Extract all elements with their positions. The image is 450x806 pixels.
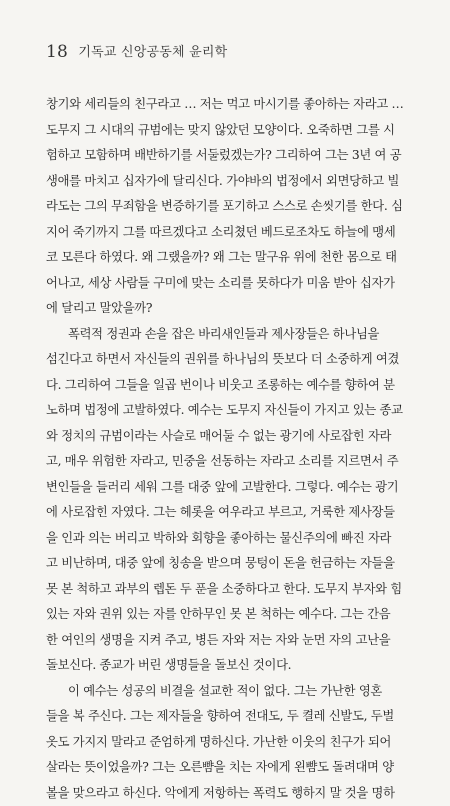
- running-head: [46, 41, 227, 62]
- text-line: 어나고, 세상 사람들 구미에 맞는 소리를 못하다가 미움 받아 십자가: [46, 271, 418, 297]
- text-line: 와 정치의 규범이라는 사슬로 매어둘 수 없는 광기에 사로잡힌 자라: [46, 424, 418, 450]
- text-line: 창기와 세리들의 친구라고 … 저는 먹고 마시기를 좋아하는 자라고 …: [46, 92, 418, 118]
- text-line: 한 여인의 생명을 지켜 주고, 병든 자와 저는 자와 눈먼 자의 고난을: [46, 628, 418, 654]
- text-line: 에 사로잡힌 자였다. 그는 헤롯을 여우라고 부르고, 거룩한 제사장들: [46, 500, 418, 526]
- text-line: 변인들을 들러리 세워 그를 대중 앞에 고발한다. 그렇다. 예수는 광기: [46, 475, 418, 501]
- text-line: 노하며 법정에 고발하였다. 예수는 도무지 자신들이 가지고 있는 종교: [46, 398, 418, 424]
- text-line: 못 본 척하고 과부의 렙돈 두 푼을 소중하다고 한다. 도무지 부자와 힘: [46, 577, 418, 603]
- text-line: 도무지 그 시대의 규범에는 맞지 않았던 모양이다. 오죽하면 그를 시: [46, 118, 418, 144]
- book-title: 기독교 신앙공동체 윤리학: [78, 45, 227, 60]
- text-line: 고 비난하며, 대중 앞에 칭송을 받으며 뭉텅이 돈을 헌금하는 자들을: [46, 551, 418, 577]
- text-line: 살라는 뜻이었을까? 그는 오른뺨을 치는 자에게 왼뺨도 돌려대며 양: [46, 755, 418, 781]
- page-number: 18: [46, 42, 68, 62]
- text-line: 볼을 맞으라고 하신다. 악에게 저항하는 폭력도 행하지 말 것을 명하: [46, 781, 418, 806]
- text-line: 험하고 모함하며 배반하기를 서둘렀겠는가? 그리하여 그는 3년 여 공: [46, 143, 418, 169]
- paragraph-first-line: 이 예수는 성공의 비결을 설교한 적이 없다. 그는 가난한 영혼: [46, 679, 418, 705]
- body-text: [46, 92, 418, 806]
- text-line: 있는 자와 권위 있는 자를 안하무인 못 본 척하는 예수다. 그는 간음: [46, 602, 418, 628]
- text-line: 들을 복 주신다. 그는 제자들을 향하여 전대도, 두 켤레 신발도, 두벌: [46, 704, 418, 730]
- text-line: 라도는 그의 무죄함을 변증하기를 포기하고 스스로 손씻기를 한다. 심: [46, 194, 418, 220]
- text-line: 생애를 마치고 십자가에 달리신다. 가야바의 법정에서 외면당하고 빌: [46, 169, 418, 195]
- text-line: 고, 매우 위험한 자라고, 민중을 선동하는 자라고 소리를 지르면서 주: [46, 449, 418, 475]
- paragraph-first-line: 폭력적 정권과 손을 잡은 바리새인들과 제사장들은 하나님을: [46, 322, 418, 348]
- text-line: 돌보신다. 종교가 버린 생명들을 돌보신 것이다.: [46, 653, 418, 679]
- text-line: 코 모른다 하였다. 왜 그랬을까? 왜 그는 말구유 위에 천한 몸으로 태: [46, 245, 418, 271]
- text-line: 지어 죽기까지 그를 따르겠다고 소리쳤던 베드로조차도 하늘에 맹세: [46, 220, 418, 246]
- text-line: 섬긴다고 하면서 자신들의 권위를 하나님의 뜻보다 더 소중하게 여겼: [46, 347, 418, 373]
- text-line: 을 인과 의는 버리고 박하와 회향을 좋아하는 물신주의에 빠진 자라: [46, 526, 418, 552]
- text-line: 에 달리고 말았을까?: [46, 296, 418, 322]
- text-line: 다. 그리하여 그들을 일곱 번이나 비웃고 조롱하는 예수를 향하여 분: [46, 373, 418, 399]
- text-line: 옷도 가지지 말라고 준엄하게 명하신다. 가난한 이웃의 친구가 되어: [46, 730, 418, 756]
